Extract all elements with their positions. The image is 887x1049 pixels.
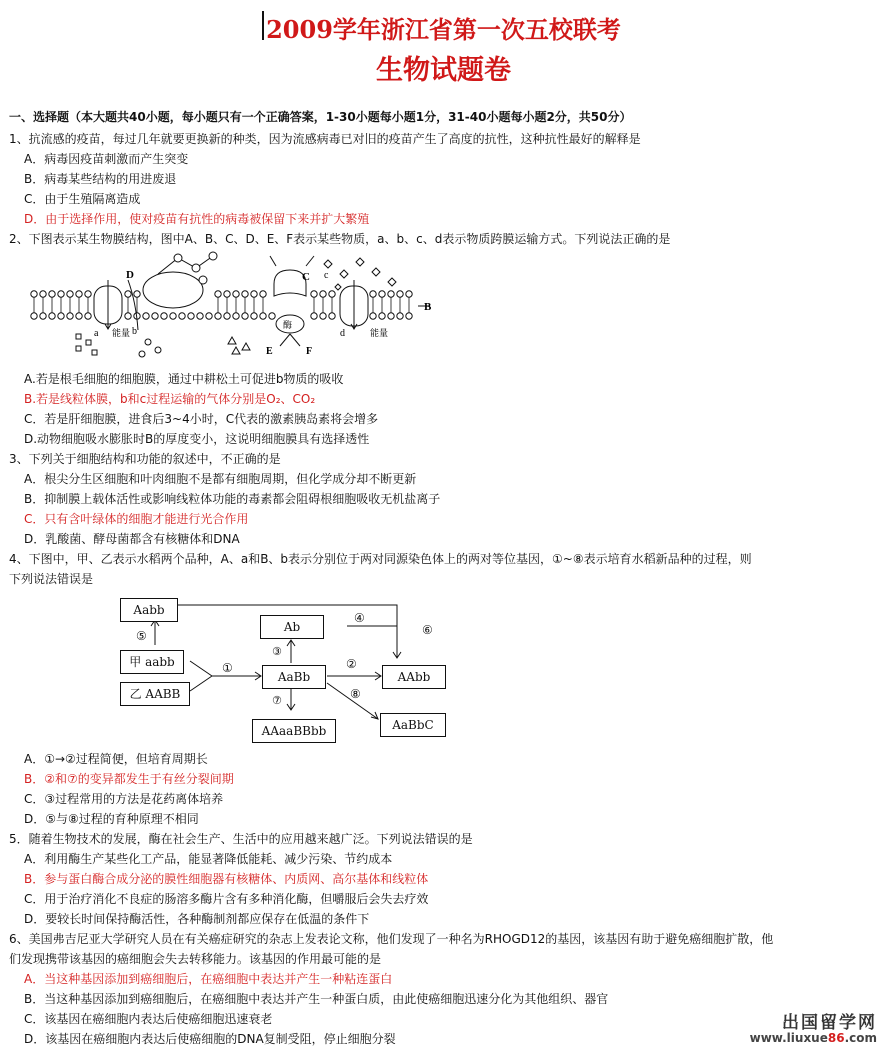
q3-option-c-answer: C．只有含叶绿体的细胞才能进行光合作用 — [24, 512, 249, 526]
box-aabb-top: Aabb — [120, 598, 178, 622]
q2-option-c: C．若是肝细胞膜，进食后3~4小时，C代表的激素胰岛素将会增多 — [24, 412, 379, 426]
triangle-molecules — [228, 337, 250, 354]
step-5-label: ⑤ — [136, 629, 147, 643]
box-AAbb: AAbb — [382, 665, 446, 689]
exam-title: 2009学年浙江省第一次五校联考 — [266, 15, 621, 44]
q6-option-d: D．该基因在癌细胞内表达后使癌细胞的DNA复制受阻，停止细胞分裂 — [24, 1032, 396, 1046]
breeding-diagram — [110, 595, 460, 750]
q3-stem: 3、下列关于细胞结构和功能的叙述中，不正确的是 — [9, 452, 281, 466]
circle-molecules — [139, 339, 161, 357]
text-cursor — [262, 11, 264, 40]
label-a: a — [94, 328, 99, 339]
q3-option-a: A．根尖分生区细胞和叶肉细胞不是都有细胞周期，但化学成分却不断更新 — [24, 472, 417, 486]
q6-option-c: C．该基因在癌细胞内表达后使癌细胞迅速衰老 — [24, 1012, 273, 1026]
label-E: E — [266, 346, 273, 357]
step-4-label: ④ — [354, 611, 365, 625]
label-F: F — [306, 346, 313, 357]
glycoprotein-d — [143, 272, 203, 308]
glycoprotein-chain — [158, 256, 213, 274]
section-heading: 一、选择题（本大题共40小题，每小题只有一个正确答案，1-30小题每小题1分，31-40小题每小题2分，共50分） — [9, 110, 632, 124]
label-B: B — [424, 301, 432, 313]
watermark-title: 出国留学网 — [782, 1013, 877, 1033]
label-energy-left: 能量 — [112, 329, 131, 339]
step-2-label: ② — [346, 657, 357, 671]
q2-stem: 2、下图表示某生物膜结构，图中A、B、C、D、E、F表示某些物质，a、b、c、d表示物质跨膜运输方式。下列说法正确的是 — [9, 232, 671, 246]
q5-stem: 5．随着生物技术的发展，酶在社会生产、生活中的应用越来越广泛。下列说法错误的是 — [9, 832, 473, 846]
q4-stem-line2: 下列说法错误是 — [9, 572, 94, 586]
watermark-url-suffix: .com — [844, 1031, 877, 1045]
label-energy-right: 能量 — [370, 329, 389, 339]
site-watermark — [750, 1008, 877, 1045]
q5-option-b-answer: B．参与蛋白酶合成分泌的膜性细胞器有核糖体、内质网、高尔基体和线粒体 — [24, 872, 429, 886]
q2-option-d: D.动物细胞吸水膨胀时B的厚度变小，这说明细胞膜具有选择透性 — [24, 432, 370, 446]
watermark-url — [750, 1031, 877, 1045]
q5-option-a: A．利用酶生产某些化工产品，能显著降低能耗、减少污染、节约成本 — [24, 852, 393, 866]
q3-option-b: B．抑制膜上载体活性或影响线粒体功能的毒素都会阻碍根细胞吸收无机盐离子 — [24, 492, 441, 506]
q4-option-c: C．③过程常用的方法是花药离体培养 — [24, 792, 224, 806]
diamond-molecules — [324, 258, 396, 290]
q4-option-a: A．①→②过程简便，但培育周期长 — [24, 752, 208, 766]
q2-option-a: A.若是根毛细胞的细胞膜，通过中耕松土可促进b物质的吸收 — [24, 372, 344, 386]
box-yi: 乙 AABB — [120, 682, 190, 706]
q1-option-d-answer: D．由于选择作用，使对疫苗有抗性的病毒被保留下来并扩大繁殖 — [24, 212, 370, 226]
label-enzyme: 酶 — [283, 321, 293, 331]
q5-option-d: D．要较长时间保持酶活性，各种酶制剂都应保存在低温的条件下 — [24, 912, 370, 926]
q4-option-b-answer: B．②和⑦的变异都发生于有丝分裂间期 — [24, 772, 234, 786]
q4-option-d: D．⑤与⑧过程的育种原理不相同 — [24, 812, 199, 826]
step-1-label: ① — [222, 661, 233, 675]
q4-stem-line1: 4、下图中，甲、乙表示水稻两个品种，A、a和B、b表示分别位于两对同源染色体上的两对等位基因，①~⑧表示培育水稻新品种的过程，则 — [9, 552, 752, 566]
membrane-diagram — [28, 250, 438, 360]
label-c: c — [324, 270, 329, 281]
q2-option-b-answer: B.若是线粒体膜，b和c过程运输的气体分别是O₂、CO₂ — [24, 392, 316, 406]
label-d: d — [340, 328, 345, 339]
q1-option-c: C．由于生殖隔离造成 — [24, 192, 141, 206]
q6-option-b: B．当这种基因添加到癌细胞后，在癌细胞中表达并产生一种蛋白质，由此使癌细胞迅速分化为其他组织、器官 — [24, 992, 609, 1006]
step-7-label: ⑦ — [272, 694, 282, 707]
step-6-label: ⑥ — [422, 623, 433, 637]
label-C: C — [302, 271, 310, 283]
label-b: b — [132, 326, 137, 337]
label-D: D — [126, 269, 134, 281]
box-AaBb: AaBb — [262, 665, 326, 689]
watermark-url-prefix: www.liuxue — [749, 1031, 828, 1045]
watermark-url-highlight: 86 — [827, 1031, 845, 1045]
q1-option-a: A．病毒因疫苗刺激而产生突变 — [24, 152, 189, 166]
q5-option-c: C．用于治疗消化不良症的肠溶多酶片含有多种消化酶，但嚼服后会失去疗效 — [24, 892, 429, 906]
exam-subtitle: 生物试题卷 — [376, 55, 511, 86]
box-Ab: Ab — [260, 615, 324, 639]
q3-option-d: D．乳酸菌、酵母菌都含有核糖体和DNA — [24, 532, 240, 546]
q1-stem: 1、抗流感的疫苗，每过几年就要更换新的种类，因为流感病毒已对旧的疫苗产生了高度的抗性，这种抗性最好的解释是 — [9, 132, 641, 146]
box-AAaaBBbb: AAaaBBbb — [252, 719, 336, 743]
q1-option-b: B．病毒某些结构的用进废退 — [24, 172, 177, 186]
q6-option-a-answer: A．当这种基因添加到癌细胞后，在癌细胞中表达并产生一种粘连蛋白 — [24, 972, 393, 986]
step-3-label: ③ — [272, 645, 282, 658]
box-AaBbC: AaBbC — [380, 713, 446, 737]
box-jia: 甲 aabb — [120, 650, 184, 674]
q6-stem-line2: 们发现携带该基因的癌细胞会失去转移能力。该基因的作用最可能的是 — [9, 952, 382, 966]
step-8-label: ⑧ — [350, 687, 361, 701]
q6-stem-line1: 6、美国弗吉尼亚大学研究人员在有关癌症研究的杂志上发表论文称，他们发现了一种名为RHOGD12的基因，该基因有助于避免癌细胞扩散，他 — [9, 932, 774, 946]
